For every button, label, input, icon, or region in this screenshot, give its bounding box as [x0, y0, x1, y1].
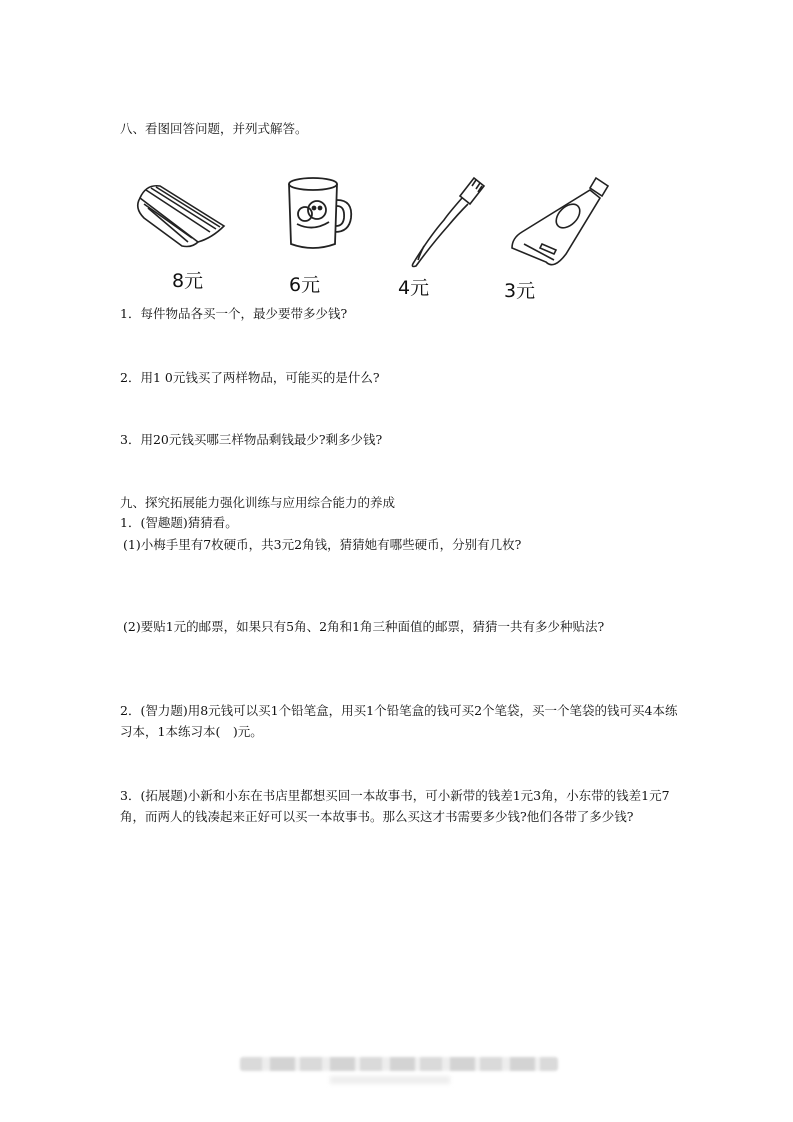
blurred-footer [240, 1057, 558, 1071]
question-8-3: 3．用20元钱买哪三样物品剩钱最少?剩多少钱? [120, 432, 383, 447]
section-9-heading: 九、探究拓展能力强化训练与应用综合能力的养成 [120, 495, 396, 510]
toothpaste-icon [506, 174, 616, 274]
problem-9-2: 2．(智力题)用8元钱可以买1个铅笔盒，用买1个铅笔盒的钱可买2个笔袋，买一个笔袋的钱可买4本练习本，1本练习本( )元。 [120, 703, 678, 739]
problem-9-1-title: 1．(智趣题)猜猜看。 [120, 515, 238, 530]
problem-9-1-b: (2)要贴1元的邮票，如果只有5角、2角和1角三种面值的邮票，猜猜一共有多少种贴法? [123, 619, 605, 634]
section-8-heading: 八、看图回答问题，并列式解答。 [120, 121, 308, 136]
toothbrush-icon [404, 174, 490, 270]
problem-9-1-a: (1)小梅手里有7枚硬币，共3元2角钱，猜猜她有哪些硬币，分别有几枚? [123, 537, 522, 552]
problem-9-3: 3．(拓展题)小新和小东在书店里都想买回一本故事书，可小新带的钱差1元3角，小东带的钱差1元7角，而两人的钱凑起来正好可以买一本故事书。那么买这才书需要多少钱?他们各带了多少钱? [120, 788, 670, 824]
toothpaste-price: 3元 [504, 280, 536, 302]
towel-icon [132, 178, 232, 250]
blurred-footer-line [330, 1076, 450, 1084]
cup-price: 6元 [289, 274, 321, 296]
towel-price: 8元 [172, 270, 204, 292]
toothbrush-price: 4元 [398, 277, 430, 299]
question-8-2: 2．用1 0元钱买了两样物品，可能买的是什么? [120, 370, 380, 385]
question-8-1: 1．每件物品各买一个，最少要带多少钱? [120, 306, 348, 321]
cup-icon [283, 174, 355, 252]
